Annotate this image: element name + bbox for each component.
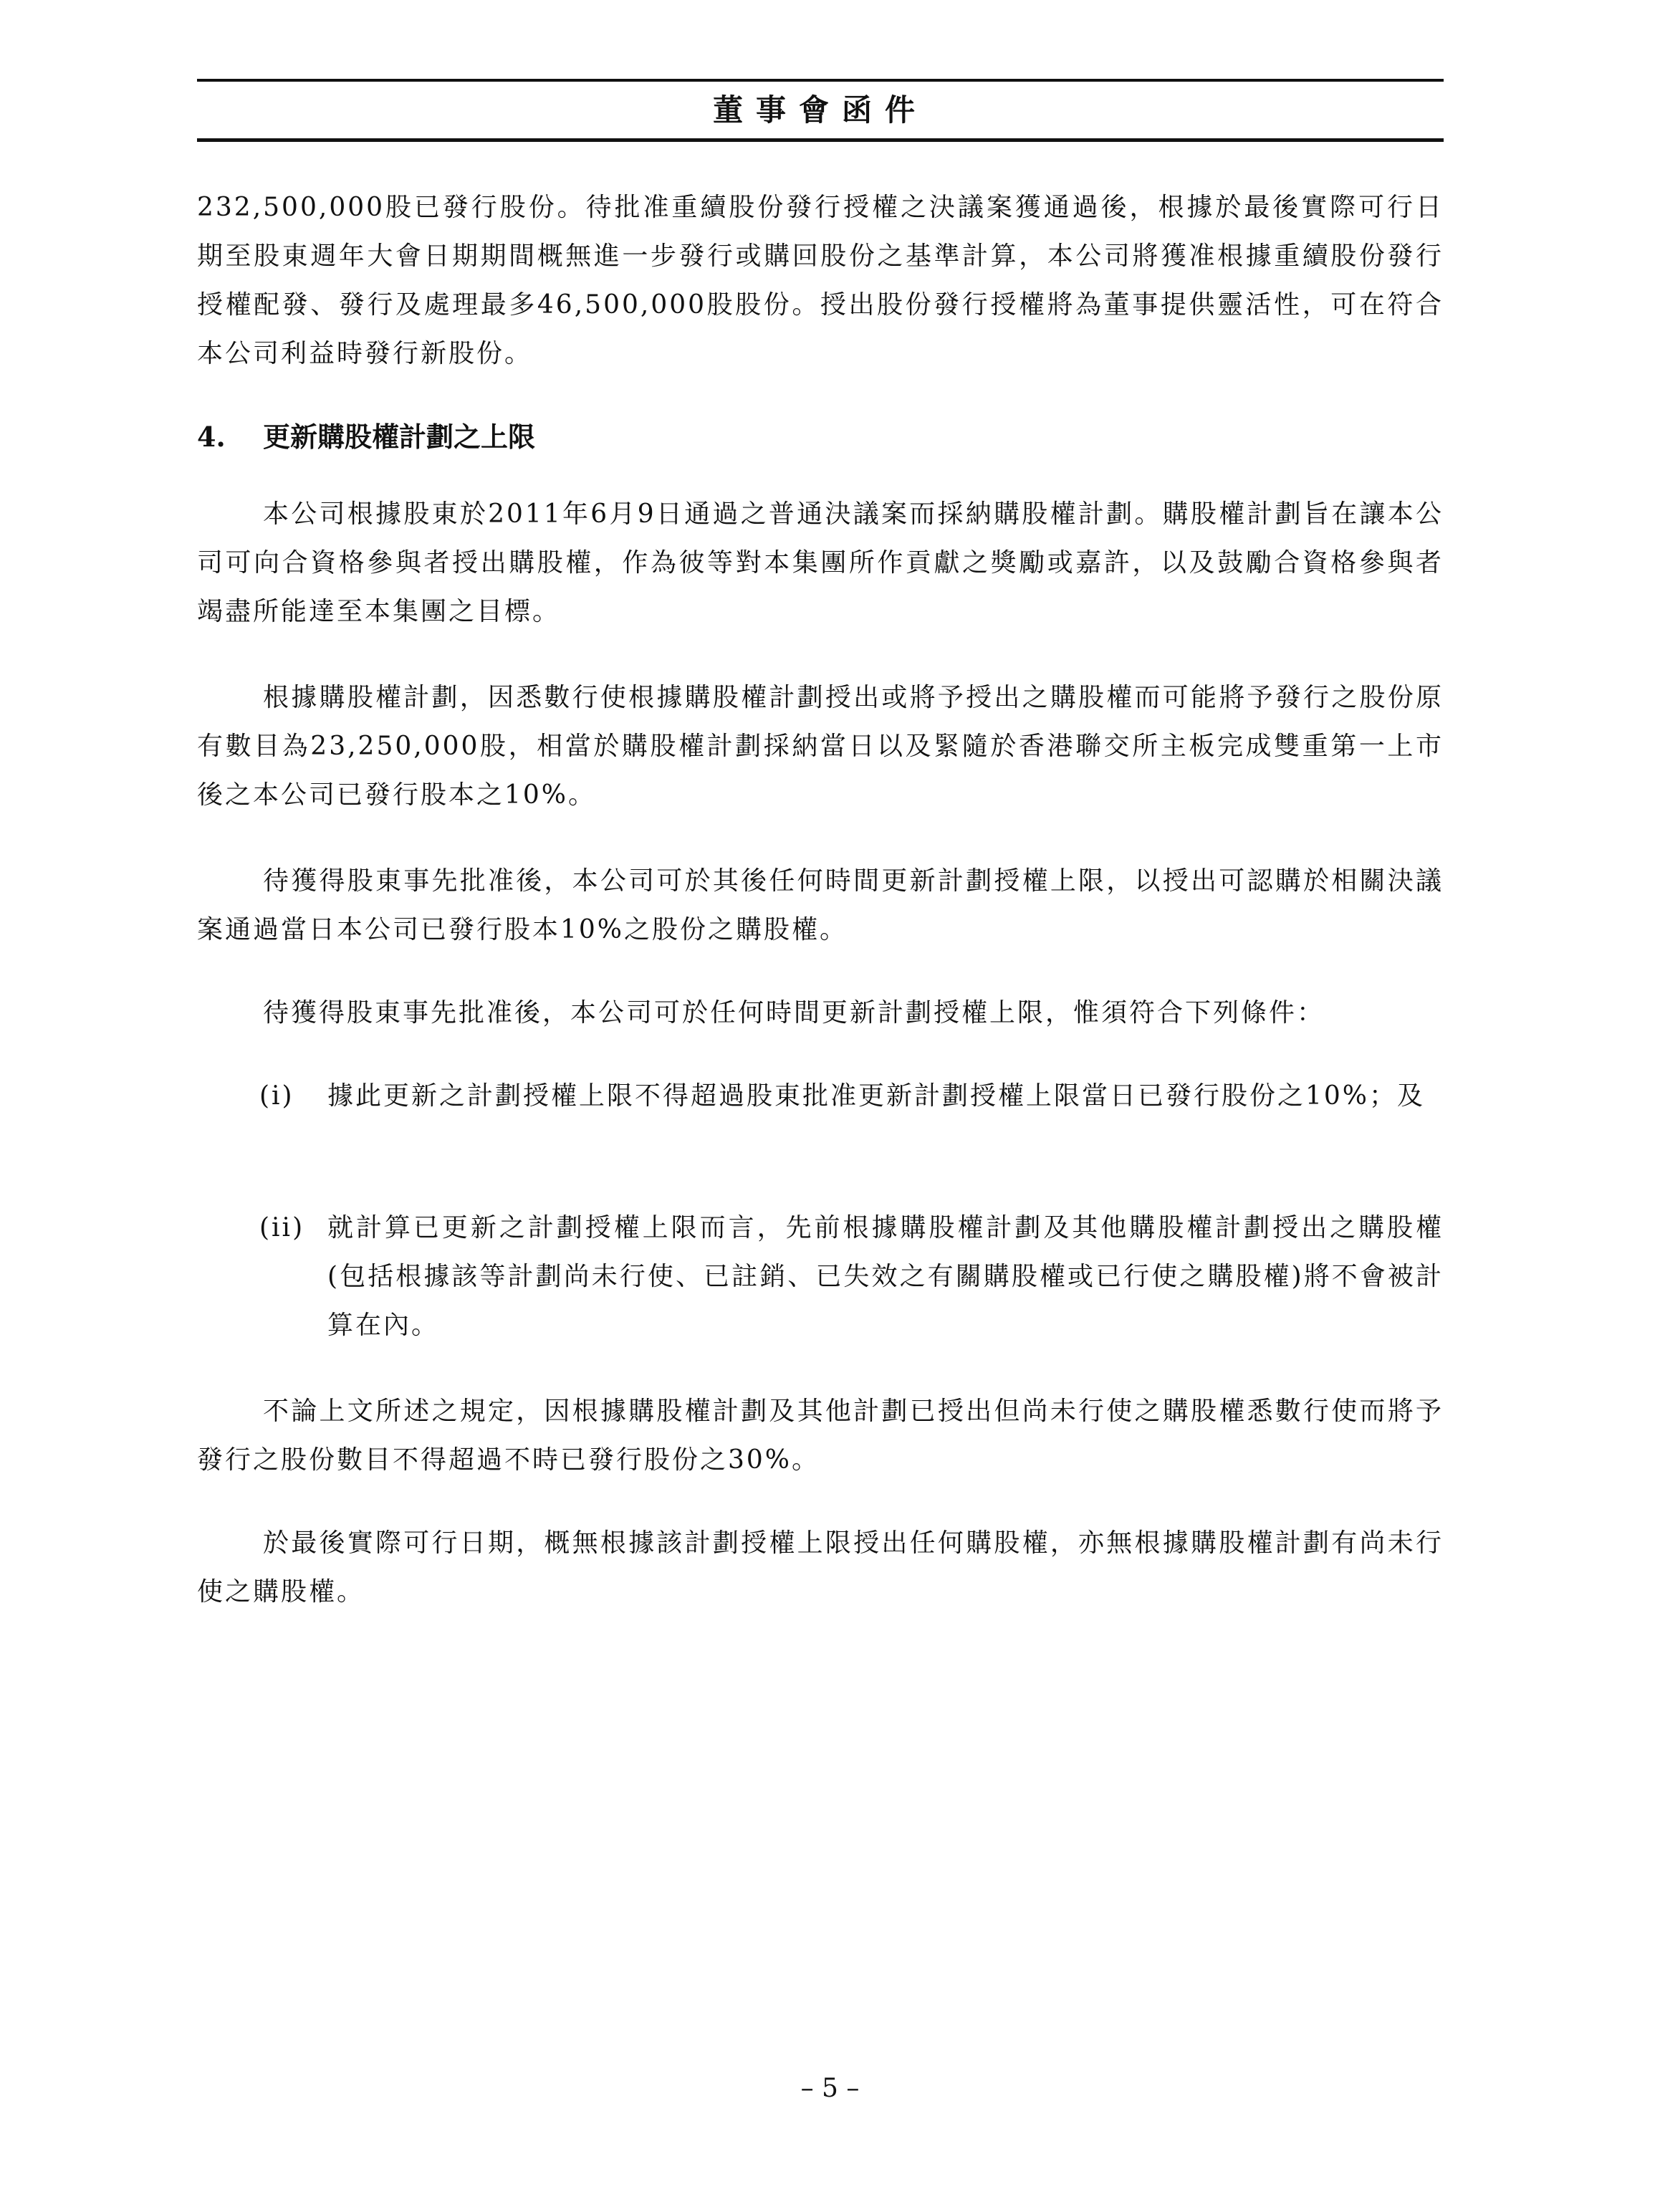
- condition-item: [259, 1072, 1444, 1121]
- paragraph: 本公司根據股東於2011年6月9日通過之普通決議案而採納購股權計劃。購股權計劃旨在讓本公司可向合資格參與者授出購股權，作為彼等對本集團所作貢獻之獎勵或嘉許，以及鼓勵合資格參與者竭盡所能達至本集團之目標。: [197, 499, 1444, 626]
- paragraph: 待獲得股東事先批准後，本公司可於任何時間更新計劃授權上限，惟須符合下列條件：: [263, 998, 1325, 1028]
- condition-marker: (ii): [259, 1213, 305, 1243]
- condition-marker: (i): [259, 1081, 294, 1111]
- paragraph: 不論上文所述之規定，因根據購股權計劃及其他計劃已授出但尚未行使之購股權悉數行使而將予發行之股份數目不得超過不時已發行股份之30%。: [197, 1397, 1444, 1475]
- paragraph: 根據購股權計劃，因悉數行使根據購股權計劃授出或將予授出之購股權而可能將予發行之股份原有數目為23,250,000股，相當於購股權計劃採納當日以及緊隨於香港聯交所主板完成雙重第一上市後之本公司已發行股本之10%。: [197, 683, 1444, 810]
- condition-text: 據此更新之計劃授權上限不得超過股東批准更新計劃授權上限當日已發行股份之10%；及: [327, 1081, 1426, 1111]
- paragraph: 於最後實際可行日期，概無根據該計劃授權上限授出任何購股權，亦無根據購股權計劃有尚未行使之購股權。: [197, 1528, 1444, 1607]
- section-number: 4.: [197, 421, 226, 453]
- header-top-rule: [197, 79, 1444, 82]
- page-number: – 5 –: [800, 2074, 860, 2103]
- section-title: 更新購股權計劃之上限: [263, 421, 536, 453]
- intro-paragraph: 232,500,000股已發行股份。待批准重續股份發行授權之決議案獲通過後，根據於最後實際可行日期至股東週年大會日期期間概無進一步發行或購回股份之基準計算，本公司將獲准根據重續股份發行授權配發、發行及處理最多46,500,000股股份。授出股份發行授權將為董事提供靈活性，可在符合本公司利益時發行新股份。: [197, 193, 1444, 368]
- condition-item: [259, 1204, 1444, 1350]
- page-header-title: 董事會函件: [712, 92, 928, 128]
- section-heading: [197, 413, 1444, 461]
- header-bottom-rule: [197, 138, 1444, 142]
- condition-text: 就計算已更新之計劃授權上限而言，先前根據購股權計劃及其他購股權計劃授出之購股權(包括根據該等計劃尚未行使、已註銷、已失效之有關購股權或已行使之購股權)將不會被計算在內。: [327, 1213, 1444, 1340]
- paragraph: 待獲得股東事先批准後，本公司可於其後任何時間更新計劃授權上限，以授出可認購於相關決議案通過當日本公司已發行股本10%之股份之購股權。: [197, 866, 1444, 944]
